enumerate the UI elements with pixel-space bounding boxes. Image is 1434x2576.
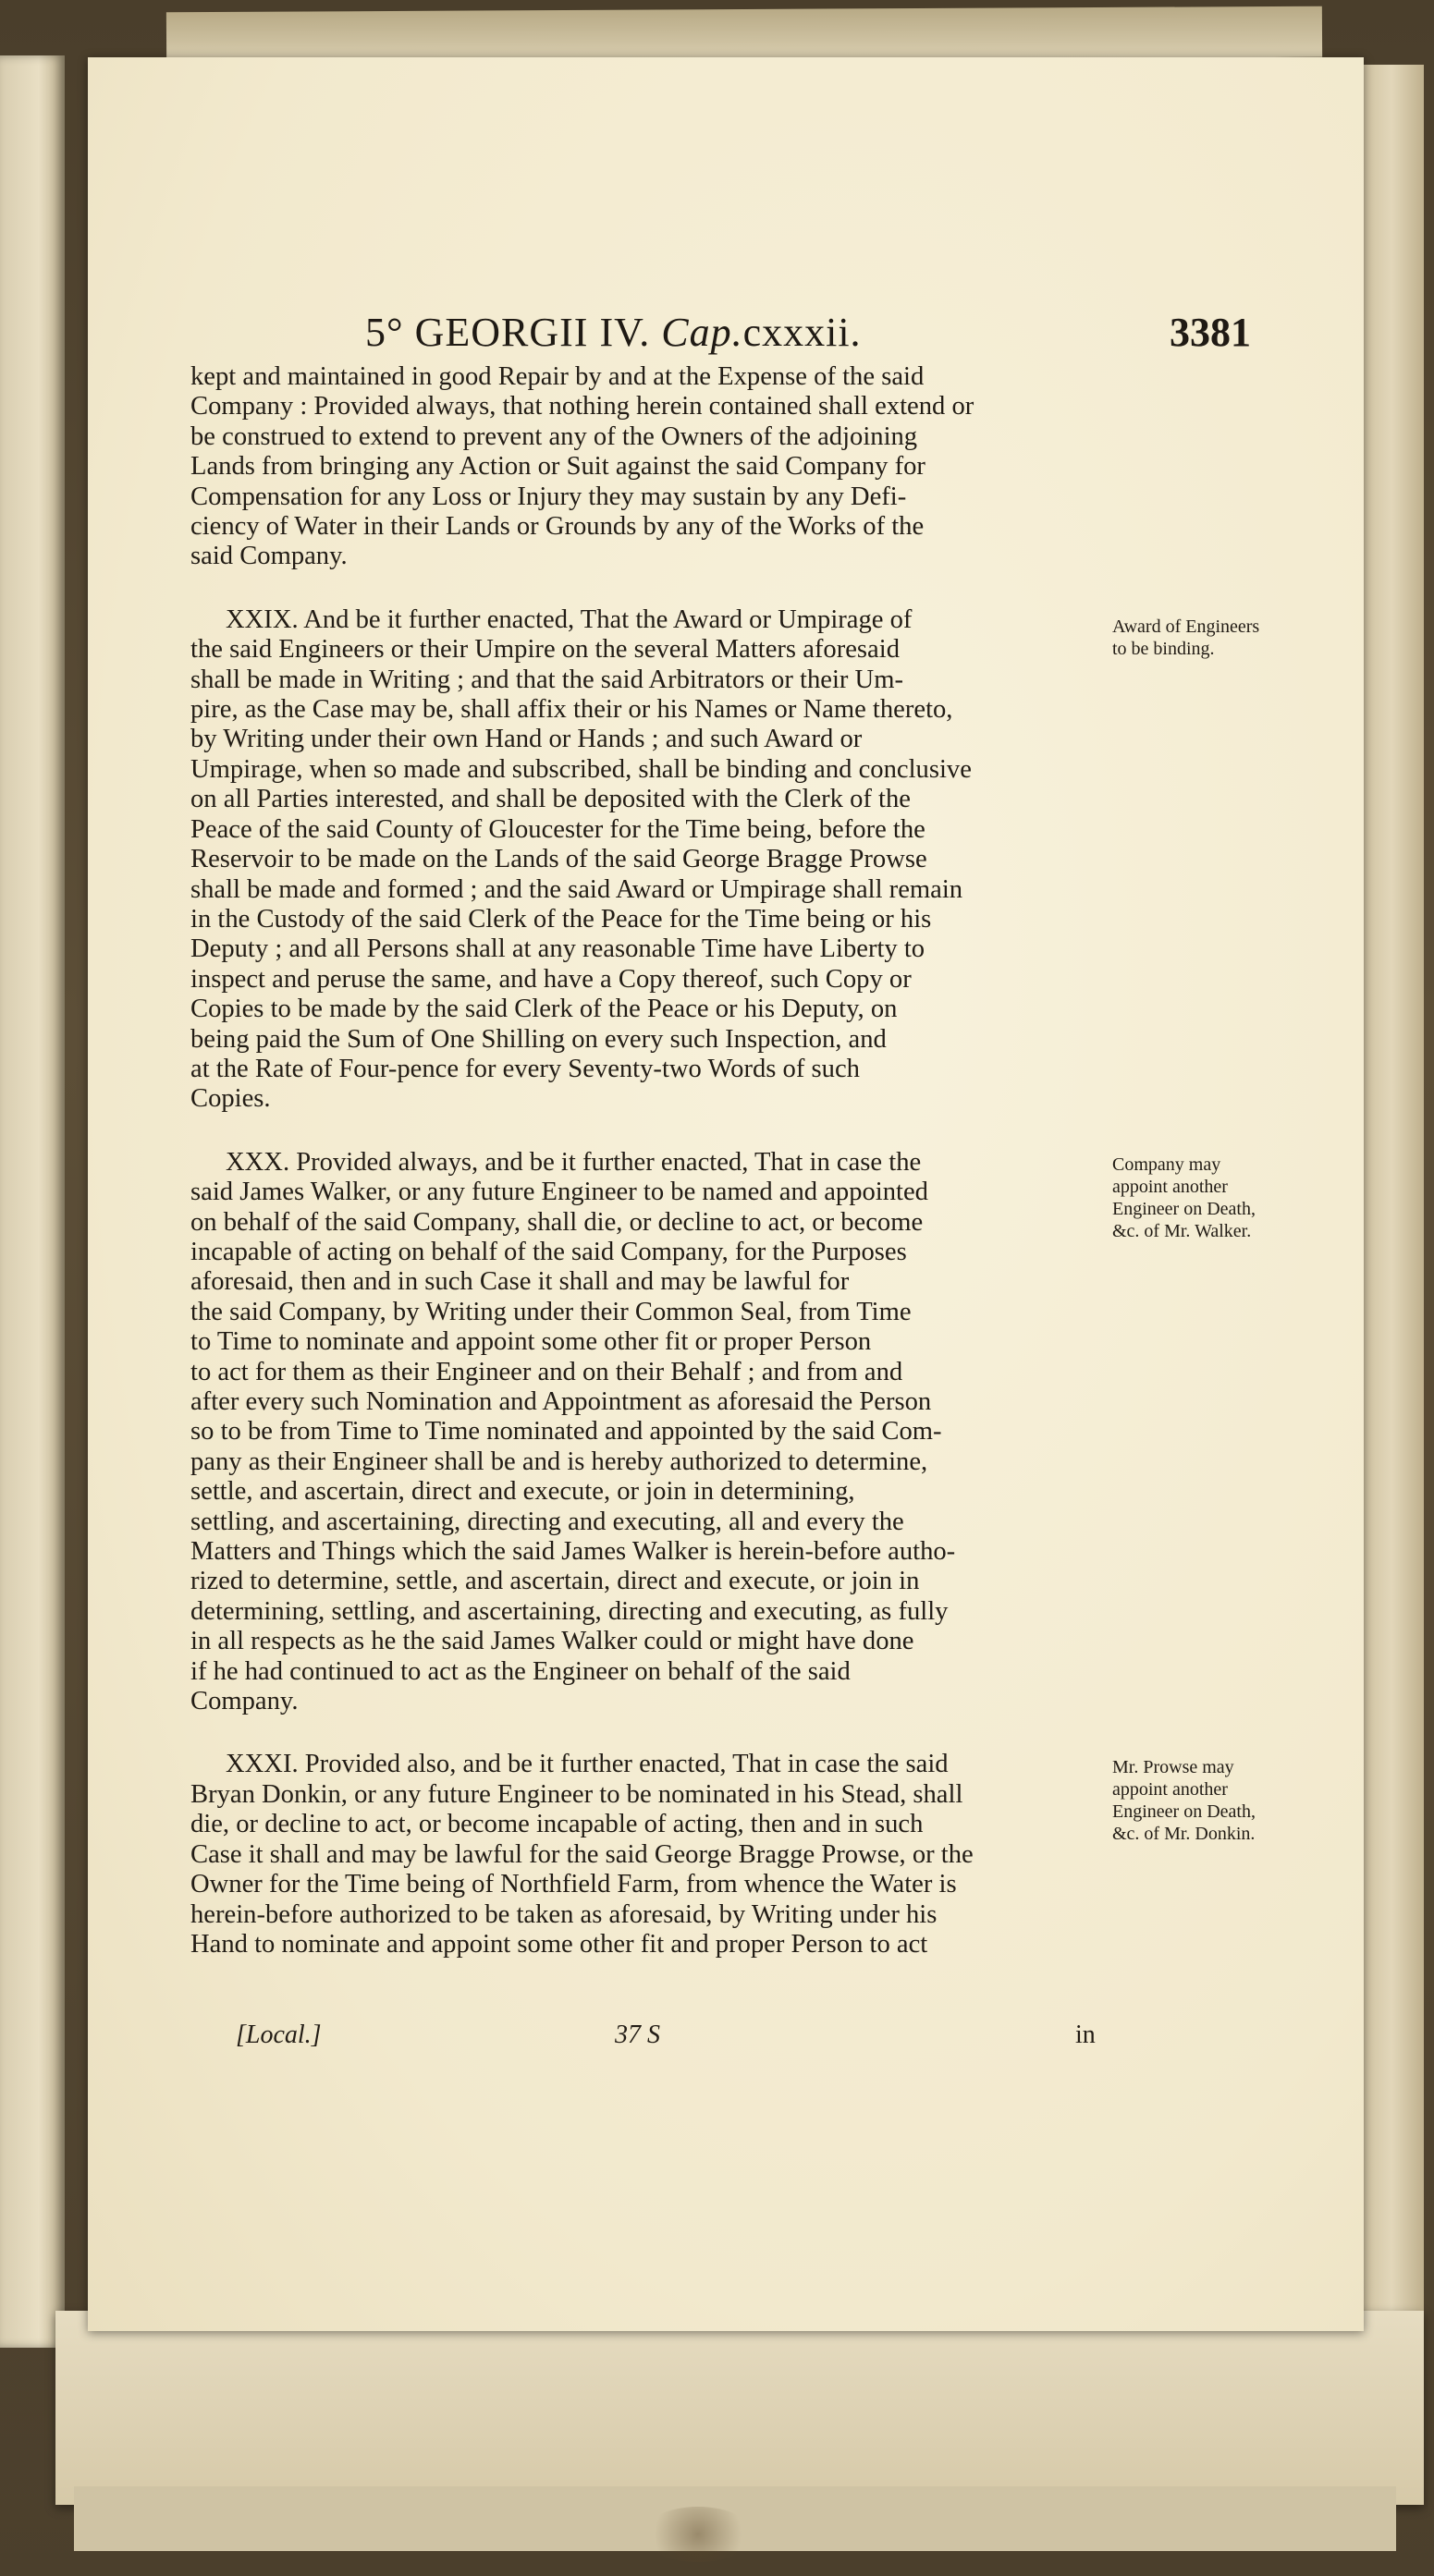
side-note-award: Award of Engineers to be binding. bbox=[1112, 617, 1260, 659]
text-line: Hand to nominate and appoint some other fit and proper Person to act bbox=[190, 1929, 928, 1959]
text-line: said James Walker, or any future Engineer to be named and appointed bbox=[190, 1178, 928, 1207]
text-line: to Time to nominate and appoint some other fit or proper Person bbox=[190, 1327, 872, 1357]
text-line: at the Rate of Four-pence for every Seventy-two Words of such bbox=[190, 1054, 860, 1083]
text-line: settling, and ascertaining, directing and executing, all and every the bbox=[190, 1507, 904, 1536]
text-line: the said Company, by Writing under their Common Seal, from Time bbox=[190, 1297, 912, 1326]
text-line: rized to determine, settle, and ascertain, direct and execute, or join in bbox=[190, 1567, 920, 1596]
page-footer bbox=[88, 2021, 1364, 2057]
text-line: by Writing under their own Hand or Hands ; and such Award or bbox=[190, 725, 863, 754]
side-note-donkin: Mr. Prowse may appoint another Engineer on Death, &c. of Mr. Donkin. bbox=[1112, 1757, 1256, 1844]
text-line: on behalf of the said Company, shall die, or decline to act, or become bbox=[190, 1207, 924, 1237]
text-line: Copies. bbox=[190, 1084, 271, 1114]
text-line: XXIX. And be it further enacted, That the Award or Umpirage of bbox=[226, 604, 913, 634]
top-page-strip bbox=[166, 6, 1322, 64]
text-line: Umpirage, when so made and subscribed, shall be binding and conclusive bbox=[190, 754, 972, 784]
text-line: herein-before authorized to be taken as aforesaid, by Writing under his bbox=[190, 1899, 938, 1929]
text-line: shall be made and formed ; and the said Award or Umpirage shall remain bbox=[190, 874, 963, 904]
side-note-walker: Company may appoint another Engineer on Death, &c. of Mr. Walker. bbox=[1112, 1154, 1256, 1241]
text-line: Bryan Donkin, or any future Engineer to be nominated in his Stead, shall bbox=[190, 1779, 963, 1809]
text-line: Peace of the said County of Gloucester for the Time being, before the bbox=[190, 814, 925, 844]
paragraph-continuation bbox=[190, 362, 1198, 572]
text-line: Copies to be made by the said Clerk of the Peace or his Deputy, on bbox=[190, 995, 898, 1024]
paragraph-xxxi bbox=[190, 1750, 1198, 1959]
text-line: Deputy ; and all Persons shall at any reasonable Time have Liberty to bbox=[190, 934, 925, 964]
body-text bbox=[190, 362, 1198, 1959]
paragraph-xxix bbox=[190, 605, 1198, 1115]
text-line: incapable of acting on behalf of the said Company, for the Purposes bbox=[190, 1237, 907, 1266]
text-line: to act for them as their Engineer and on their Behalf ; and from and bbox=[190, 1357, 903, 1386]
text-line: so to be from Time to Time nominated and appointed by the said Com- bbox=[190, 1417, 942, 1447]
text-line: shall be made in Writing ; and that the said Arbitrators or their Um- bbox=[190, 665, 903, 694]
text-line: the said Engineers or their Umpire on the several Matters aforesaid bbox=[190, 635, 900, 665]
text-line: said Company. bbox=[190, 542, 348, 571]
text-line: settle, and ascertain, direct and execute, or join in determining, bbox=[190, 1477, 855, 1507]
document-page bbox=[88, 57, 1364, 2331]
text-line: Owner for the Time being of Northfield Farm, from whence the Water is bbox=[190, 1870, 957, 1899]
text-line: Case it shall and may be lawful for the said George Bragge Prowse, or the bbox=[190, 1839, 974, 1869]
page-number: 3381 bbox=[1170, 310, 1251, 355]
text-line: XXXI. Provided also, and be it further enacted, That in case the said bbox=[226, 1750, 949, 1779]
text-line: pany as their Engineer shall be and is hereby authorized to determine, bbox=[190, 1447, 928, 1476]
text-line: Company : Provided always, that nothing herein contained shall extend or bbox=[190, 392, 974, 421]
text-line: kept and maintained in good Repair by and at the Expense of the said bbox=[190, 362, 925, 391]
text-line: aforesaid, then and in such Case it shall and may be lawful for bbox=[190, 1267, 850, 1297]
title-prefix: 5° GEORGII IV. bbox=[365, 310, 651, 355]
footer-local: [Local.] bbox=[236, 2021, 322, 2049]
text-line: Compensation for any Loss or Injury they may sustain by any Defi- bbox=[190, 482, 907, 511]
footer-signature: 37 S bbox=[615, 2021, 660, 2049]
title-chapter: cxxxii. bbox=[742, 310, 862, 355]
text-line: if he had continued to act as the Engineer on behalf of the said bbox=[190, 1656, 851, 1686]
text-line: die, or decline to act, or become incapable of acting, then and in such bbox=[190, 1810, 924, 1839]
text-line: determining, settling, and ascertaining, directing and executing, as fully bbox=[190, 1596, 949, 1626]
text-line: in all respects as he the said James Walker could or might have done bbox=[190, 1627, 914, 1656]
left-page-edge bbox=[0, 55, 65, 2348]
right-page-edges bbox=[1359, 65, 1424, 2468]
text-line: Company. bbox=[190, 1687, 299, 1716]
text-line: Reservoir to be made on the Lands of the said George Bragge Prowse bbox=[190, 845, 927, 874]
underlying-page bbox=[55, 2311, 1424, 2505]
page-stain bbox=[643, 2507, 754, 2562]
text-line: XXX. Provided always, and be it further enacted, That in case the bbox=[226, 1147, 922, 1177]
text-line: pire, as the Case may be, shall affix their or his Names or Name thereto, bbox=[190, 695, 953, 725]
text-line: ciency of Water in their Lands or Grounds by any of the Works of the bbox=[190, 512, 925, 542]
text-line: being paid the Sum of One Shilling on every such Inspection, and bbox=[190, 1024, 887, 1054]
text-line: after every such Nomination and Appointment as aforesaid the Person bbox=[190, 1387, 932, 1416]
title-cap: Cap. bbox=[661, 310, 743, 355]
text-line: on all Parties interested, and shall be deposited with the Clerk of the bbox=[190, 785, 911, 814]
footer-catchword: in bbox=[1075, 2021, 1096, 2049]
text-line: Lands from bringing any Action or Suit against the said Company for bbox=[190, 452, 925, 482]
text-line: be construed to extend to prevent any of the Owners of the adjoining bbox=[190, 421, 918, 451]
paragraph-xxx bbox=[190, 1148, 1198, 1717]
text-line: in the Custody of the said Clerk of the Peace for the Time being or his bbox=[190, 904, 932, 934]
text-line: Matters and Things which the said James Walker is herein-before autho- bbox=[190, 1537, 956, 1567]
text-line: inspect and peruse the same, and have a Copy thereof, such Copy or bbox=[190, 964, 912, 994]
page-title bbox=[365, 309, 862, 356]
